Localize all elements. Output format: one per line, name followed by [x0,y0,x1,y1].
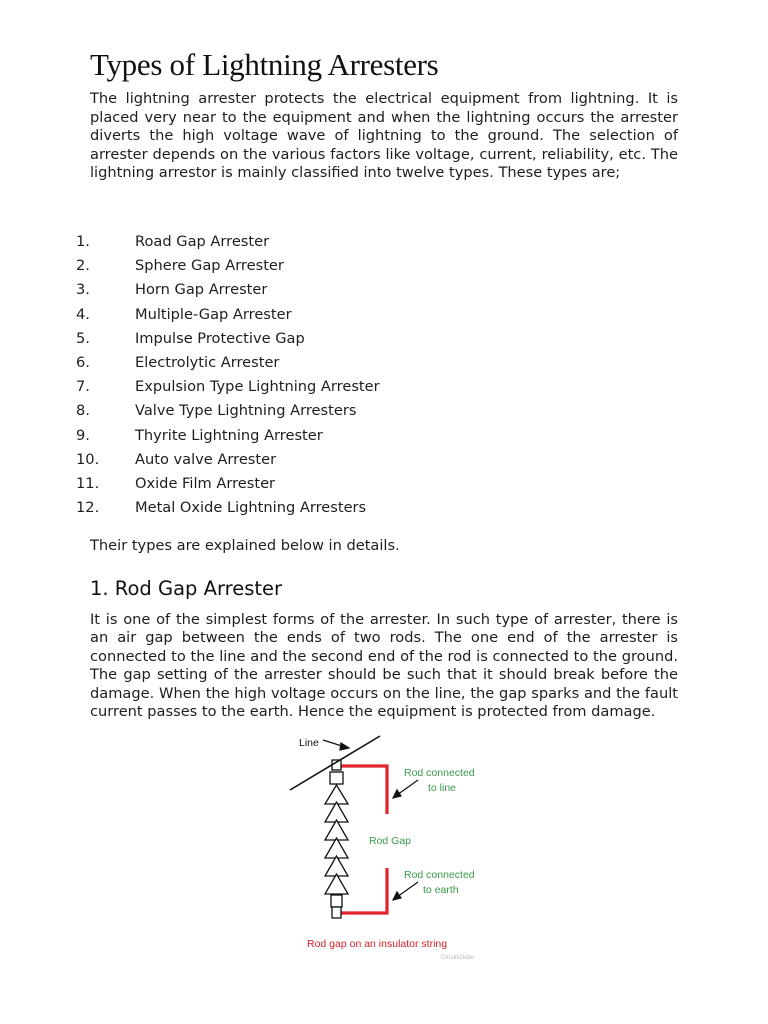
insulator-base [331,895,342,907]
list-item-number: 8. [76,402,90,420]
list-item-number: 1. [76,233,90,250]
rod-gap-diagram-svg [280,728,500,964]
list-item-number: 7. [76,378,90,396]
label-rod-gap: Rod Gap [369,835,412,847]
list-item [76,474,380,498]
upper-rod [340,766,387,814]
figure-caption: Rod gap on an insulator string [307,938,448,950]
list-item-label: Sphere Gap Arrester [135,257,284,275]
list-item-label: Expulsion Type Lightning Arrester [135,378,380,396]
explain-text: Their types are explained below in details. [90,537,400,554]
list-item [76,426,380,450]
section-heading: 1. Rod Gap Arrester [90,577,283,600]
label-rod-connected-earth-1: Rod connected [404,869,475,881]
rod-gap-diagram [280,728,500,964]
list-item-label: Thyrite Lightning Arrester [135,426,323,444]
types-list [76,232,380,522]
list-item [76,353,380,377]
list-item-number: 3. [76,281,90,299]
list-item [76,256,380,280]
list-item-number: 9. [76,426,90,444]
insulator-cap [330,772,343,784]
list-item [76,232,380,256]
insulator-disc [325,874,348,894]
label-rod-connected-earth-2: to earth [423,884,459,896]
list-item-label: Horn Gap Arrester [135,281,268,299]
list-item-number: 5. [76,329,90,347]
list-item [76,329,380,353]
insulator-string [325,760,348,918]
list-item [76,280,380,304]
list-item [76,377,380,401]
label-line: Line [299,737,319,749]
list-item [76,450,380,474]
list-item-number: 4. [76,305,90,323]
list-item-label: Electrolytic Arrester [135,353,280,371]
list-item-number: 11. [76,474,100,492]
list-item-number: 10. [76,450,100,468]
watermark: CircuitGlobe [441,955,475,961]
list-item-label: Oxide Film Arrester [135,474,276,492]
page-title: Types of Lightning Arresters [90,47,439,82]
label-rod-connected-line-1: Rod connected [404,767,475,779]
list-item-number: 6. [76,353,90,371]
earth-clamp [332,907,341,918]
list-item-number: 2. [76,257,90,275]
list-item [76,498,380,522]
list-item-label: Auto valve Arrester [135,450,277,468]
list-item-number: 12. [76,499,100,517]
list-item [76,401,380,425]
label-rod-connected-line-2: to line [428,782,457,794]
list-item-label: Road Gap Arrester [135,233,270,250]
list-item-label: Valve Type Lightning Arresters [135,402,357,420]
list-item-label: Impulse Protective Gap [135,329,305,347]
intro-paragraph: The lightning arrester protects the electrical equipment from lightning. It is placed very near to the equipment and when the lightning occurs the arrester diverts the high voltage wave of lightning to the ground. The selection of arrester depends on the various factors like voltage, current, reliability, etc. The lightning arrestor is mainly classified into twelve types. These types are; [90,90,678,182]
list-item-label: Metal Oxide Lightning Arresters [135,499,367,517]
section-paragraph: It is one of the simplest forms of the arrester. In such type of arrester, there is an air gap between the ends of two rods. The one end of the arrester is connected to the line and the second end of the rod is connected to the ground. The gap setting of the arrester should be such that it should break before the damage. When the high voltage occurs on the line, the gap sparks and the fault current passes to the earth. Hence the equipment is protected from damage. [90,611,678,721]
list-item [76,305,380,329]
list-item-label: Multiple-Gap Arrester [135,305,292,323]
